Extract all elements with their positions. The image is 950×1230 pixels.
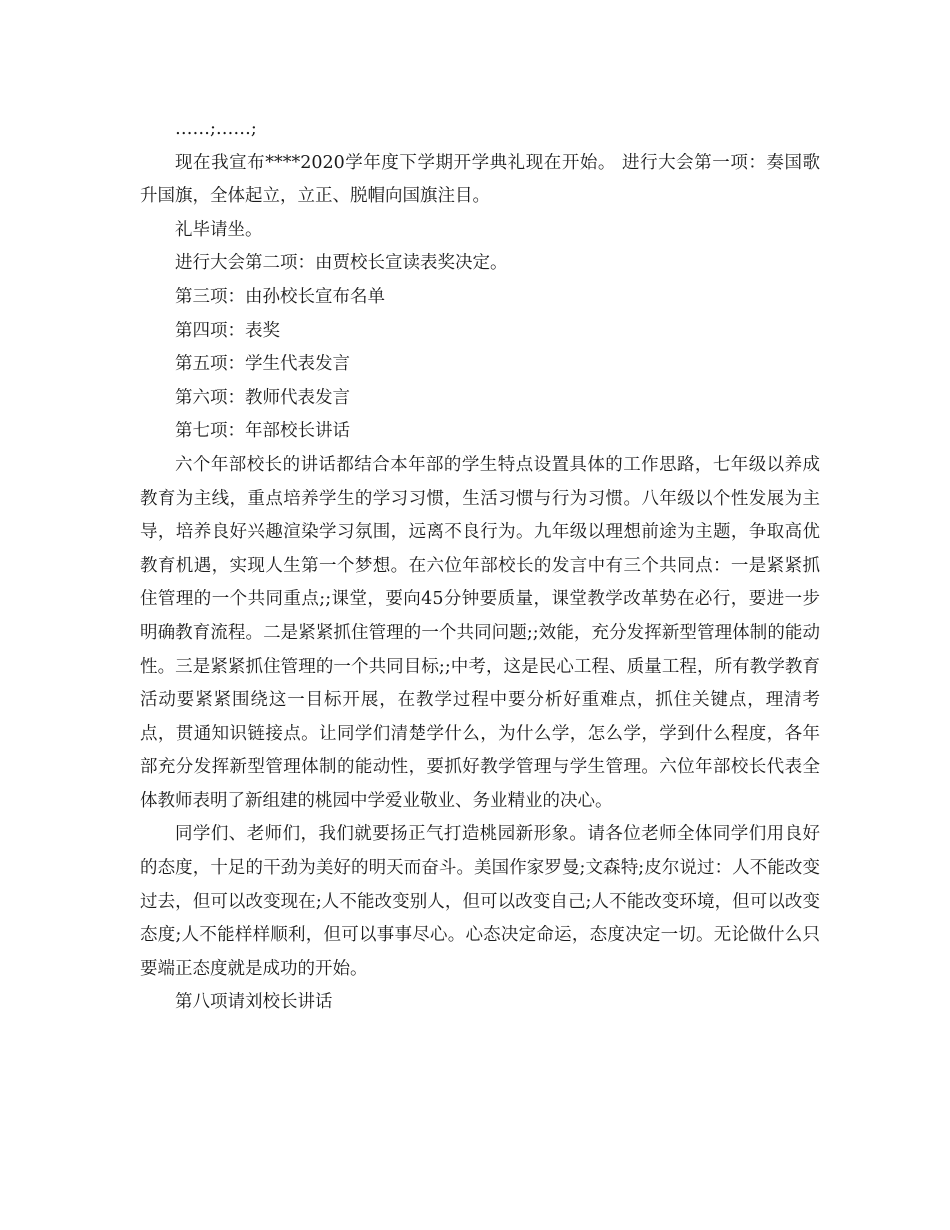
paragraph-item-7: 第七项：年部校长讲话 bbox=[175, 421, 350, 442]
paragraph-item-4: 第四项：表奖 bbox=[175, 320, 280, 341]
paragraph-item-6: 第六项：教师代表发言 bbox=[175, 387, 350, 408]
paragraph-opening-announcement: 现在我宣布****2020学年度下学期开学典礼现在开始。 进行大会第一项：奏国歌升国旗，全体起立，立正、脱帽向国旗注目。 bbox=[140, 152, 820, 207]
paragraph-item-2: 进行大会第二项：由贾校长宣读表奖决定。 bbox=[175, 253, 508, 274]
paragraph-item-8: 第八项请刘校长讲话 bbox=[175, 992, 333, 1013]
paragraph-please-sit: 礼毕请坐。 bbox=[175, 219, 263, 240]
paragraph-item-3: 第三项：由孙校长宣布名单 bbox=[175, 286, 385, 307]
paragraph-call-to-action: 同学们、老师们，我们就要扬正气打造桃园新形象。请各位老师全体同学们用良好的态度，十足的干劲为美好的明天而奋斗。美国作家罗曼;文森特;皮尔说过：人不能改变过去，但可以改变现在;人不能改变别人，但可以改变自己;人不能改变环境，但可以改变态度;人不能样样顺利，但可以事事尽心。心态决定命运，态度决定一切。无论做什么只要端正态度就是成功的开始。 bbox=[140, 824, 820, 979]
paragraph-grade-principals-summary: 六个年部校长的讲话都结合本年部的学生特点设置具体的工作思路，七年级以养成教育为主线，重点培养学生的学习习惯，生活习惯与行为习惯。八年级以个性发展为主导，培养良好兴趣渲染学习氛围，远离不良行为。九年级以理想前途为主题，争取高优教育机遇，实现人生第一个梦想。在六位年部校长的发言中有三个共同点：一是紧紧抓住管理的一个共同重点;;课堂，要向45分钟要质量，课堂教学改革势在必行，要进一步明确教育流程。二是紧紧抓住管理的一个共同问题;;效能，充分发挥新型管理体制的能动性。三是紧紧抓住管理的一个共同目标;;中考，这是民心工程、质量工程，所有教学教育活动要紧紧围绕这一目标开展，在教学过程中要分析好重难点，抓住关键点，理清考点，贯通知识链接点。让同学们清楚学什么，为什么学，怎么学，学到什么程度，各年部充分发挥新型管理体制的能动性，要抓好教学管理与学生管理。六位年部校长代表全体教师表明了新组建的桃园中学爱业敬业、务业精业的决心。 bbox=[140, 454, 820, 811]
paragraph-item-5: 第五项：学生代表发言 bbox=[175, 354, 350, 375]
document-body bbox=[140, 113, 820, 1020]
paragraph-ellipsis: ……;……; bbox=[175, 119, 257, 139]
